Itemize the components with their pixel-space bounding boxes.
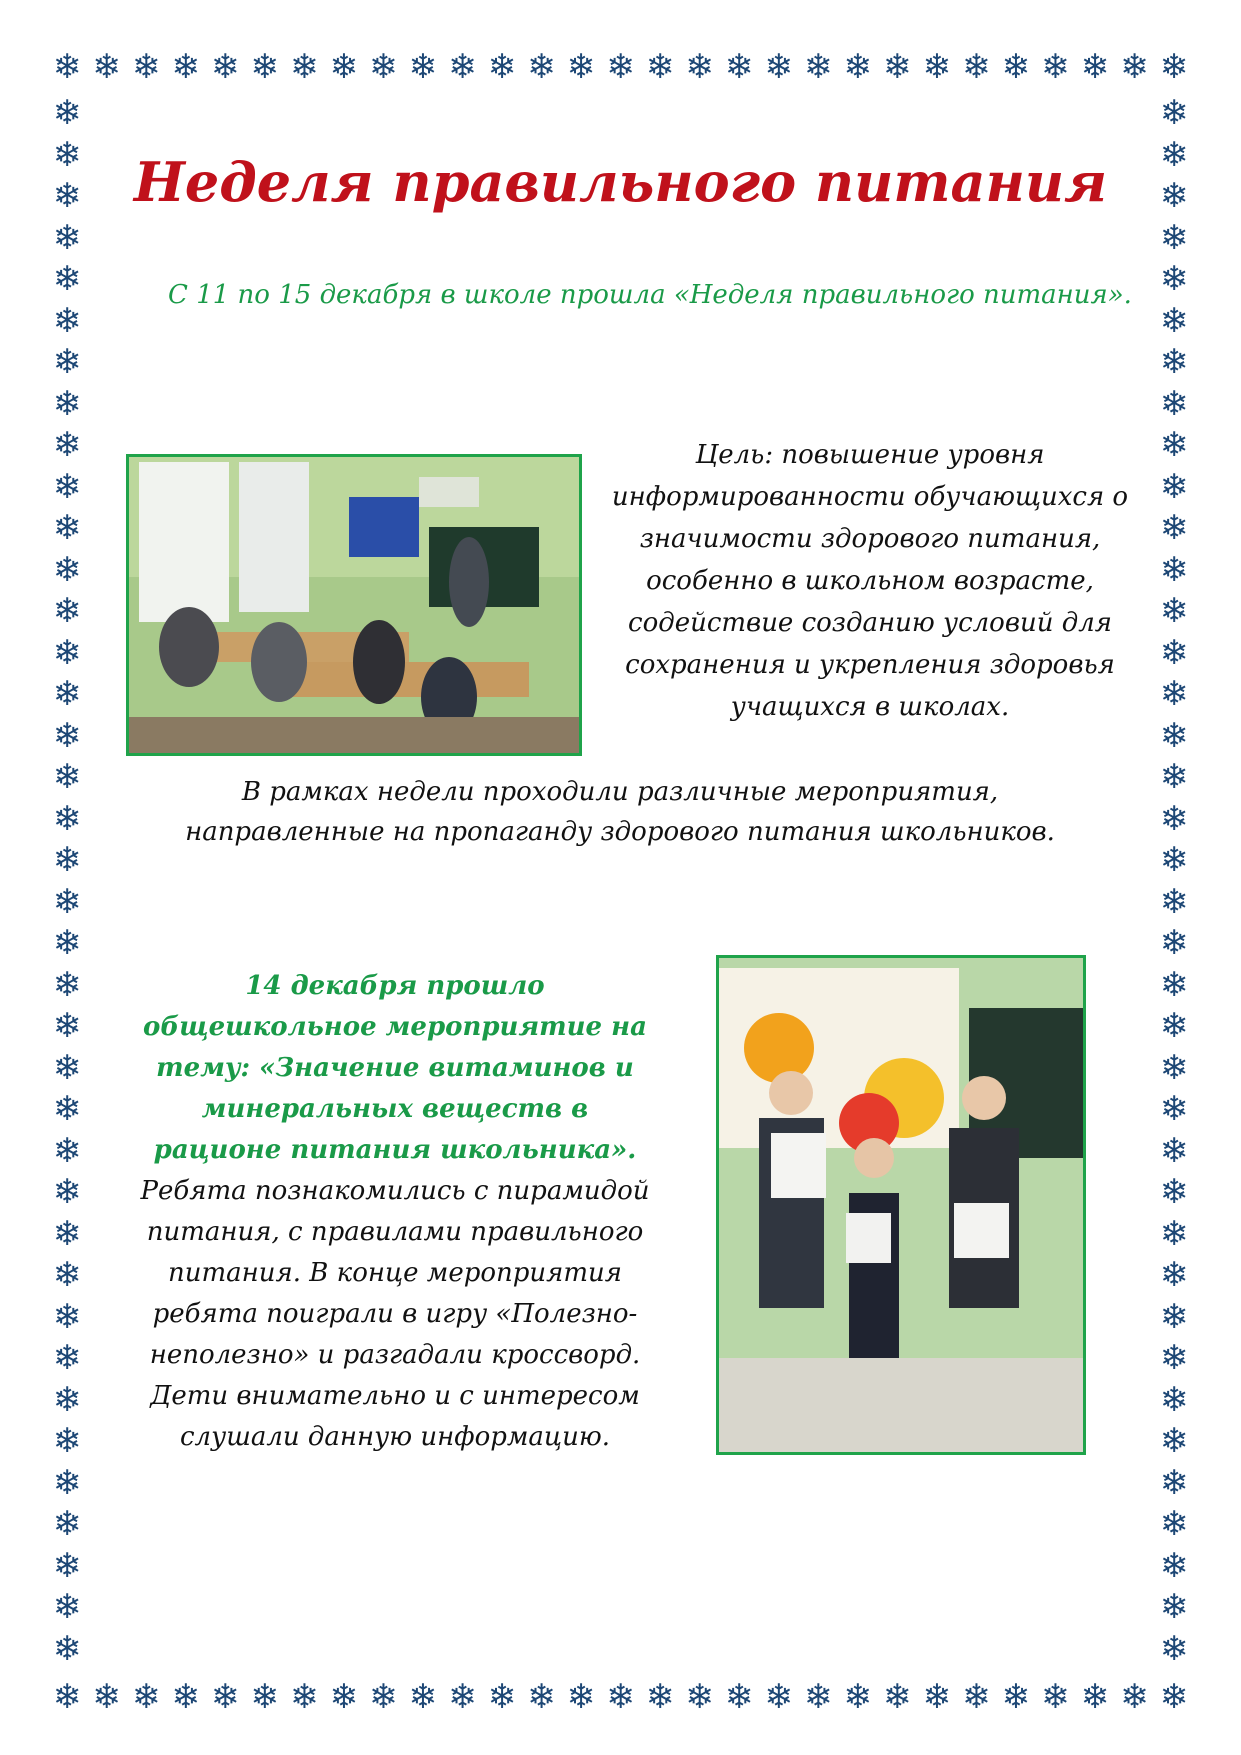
snowflake-icon: ❄ — [1159, 1545, 1189, 1586]
snowflake-icon: ❄ — [210, 1677, 240, 1717]
snowflake-icon: ❄ — [1159, 632, 1189, 673]
snowflake-icon: ❄ — [52, 300, 82, 341]
snowflake-icon: ❄ — [1159, 93, 1189, 133]
snowflake-icon: ❄ — [52, 715, 82, 756]
snowflake-icon: ❄ — [1159, 1587, 1189, 1627]
snowflake-icon: ❄ — [685, 1677, 714, 1717]
snowflake-icon: ❄ — [961, 47, 991, 87]
snowflake-icon: ❄ — [52, 425, 82, 465]
snowflake-icon: ❄ — [1159, 1255, 1189, 1295]
snowflake-icon: ❄ — [52, 1172, 82, 1212]
snowflake-icon: ❄ — [724, 47, 754, 87]
snowflake-icon: ❄ — [1159, 1628, 1189, 1669]
snowflake-icon: ❄ — [487, 47, 517, 87]
snowflake-icon: ❄ — [52, 923, 82, 963]
page-title: Неделя правильного питания — [133, 150, 1108, 214]
snowflake-icon: ❄ — [369, 1677, 398, 1717]
snowflake-icon: ❄ — [1001, 1677, 1030, 1717]
snowflake-icon: ❄ — [1159, 1213, 1189, 1254]
snowflake-icon: ❄ — [52, 1130, 82, 1171]
snowflake-icon: ❄ — [52, 1462, 82, 1503]
snowflake-icon: ❄ — [1159, 1006, 1189, 1046]
classroom-photo — [126, 454, 582, 756]
snowflake-icon: ❄ — [1159, 1421, 1189, 1461]
snowflake-icon: ❄ — [1159, 383, 1189, 424]
events-text: В рамках недели проходили различные мероприятия, направленные на пропаганду здорового питания школьников. — [185, 777, 1055, 847]
snowflake-icon: ❄ — [52, 383, 82, 424]
event-description — [140, 966, 650, 1458]
snowflake-icon: ❄ — [289, 47, 319, 87]
snowflake-icon: ❄ — [764, 1677, 793, 1717]
snowflake-icon: ❄ — [1159, 1338, 1189, 1378]
snowflake-icon: ❄ — [843, 1677, 872, 1717]
snowflake-icon: ❄ — [131, 1677, 161, 1717]
snowflake-icon: ❄ — [1159, 1130, 1189, 1171]
snowflake-icon: ❄ — [52, 1296, 82, 1337]
snowflake-icon: ❄ — [52, 342, 82, 382]
snowflake-icon: ❄ — [882, 47, 912, 87]
snowflake-icon: ❄ — [171, 47, 200, 87]
snowflake-icon: ❄ — [803, 47, 833, 87]
snowflake-icon: ❄ — [131, 47, 161, 87]
snowflake-icon: ❄ — [52, 757, 82, 797]
snowflake-icon: ❄ — [52, 1089, 82, 1129]
snowflake-icon: ❄ — [1001, 47, 1030, 87]
snowflake-icon: ❄ — [408, 1677, 438, 1717]
students-photo — [716, 955, 1086, 1455]
snowflake-icon: ❄ — [92, 47, 121, 87]
snowflake-icon: ❄ — [52, 840, 82, 880]
snowflake-icon: ❄ — [1120, 1677, 1149, 1717]
snowflake-icon: ❄ — [1159, 840, 1189, 880]
snowflake-icon: ❄ — [724, 1677, 754, 1717]
snowflake-icon: ❄ — [1159, 1462, 1189, 1503]
snowflake-icon: ❄ — [1159, 1089, 1189, 1129]
snowflake-icon: ❄ — [1159, 923, 1189, 963]
snowflake-icon: ❄ — [803, 1677, 833, 1717]
snowflake-icon: ❄ — [1041, 1677, 1070, 1717]
snowflake-icon: ❄ — [566, 1677, 596, 1717]
snowflake-icon: ❄ — [1159, 1296, 1189, 1337]
event-body: Ребята познакомились с пирамидой питания, с правилами правильного питания. В конце мероприятия ребята поиграли в игру «Полезно-неполезно» и разгадали кроссворд. Дети внимательно и с интересом слушали данную информацию. — [140, 1176, 650, 1452]
snowflake-icon: ❄ — [1159, 1172, 1189, 1212]
snowflake-icon: ❄ — [764, 47, 793, 87]
snowflake-icon: ❄ — [1159, 964, 1189, 1005]
snowflake-icon: ❄ — [1159, 591, 1189, 631]
snowflake-icon: ❄ — [52, 1545, 82, 1586]
snowflake-icon: ❄ — [250, 47, 279, 87]
goal-text: Цель: повышение уровня информированности обучающихся о значимости здорового питания, особенно в школьном возрасте, содействие созданию условий для сохранения и укрепления здоровья учащихся в школах. — [611, 440, 1129, 722]
snowflake-icon: ❄ — [448, 1677, 477, 1717]
snowflake-icon: ❄ — [1159, 134, 1189, 175]
snowflake-icon: ❄ — [1159, 1047, 1189, 1088]
snowflake-icon: ❄ — [52, 591, 82, 631]
snowflake-icon: ❄ — [52, 1047, 82, 1088]
snowflake-icon: ❄ — [1159, 674, 1189, 714]
snowflake-icon: ❄ — [685, 47, 714, 87]
snowflake-icon: ❄ — [1120, 47, 1149, 87]
snowflake-icon: ❄ — [52, 632, 82, 673]
snowflake-icon: ❄ — [1159, 549, 1189, 590]
snowflake-icon: ❄ — [922, 1677, 951, 1717]
snowflake-icon: ❄ — [606, 1677, 635, 1717]
snowflake-icon: ❄ — [52, 881, 82, 922]
snowflake-icon: ❄ — [408, 47, 438, 87]
snowflake-icon: ❄ — [52, 466, 82, 507]
snowflake-icon: ❄ — [171, 1677, 200, 1717]
snowflake-icon: ❄ — [566, 47, 596, 87]
snowflake-icon: ❄ — [52, 1677, 82, 1717]
snowflake-icon: ❄ — [52, 1255, 82, 1295]
snowflake-icon: ❄ — [369, 47, 398, 87]
snowflake-icon: ❄ — [52, 217, 82, 258]
snowflake-icon: ❄ — [1159, 757, 1189, 797]
snowflake-icon: ❄ — [52, 134, 82, 175]
snowflake-icon: ❄ — [250, 1677, 279, 1717]
snowflake-icon: ❄ — [1080, 47, 1110, 87]
snowflake-icon: ❄ — [1159, 715, 1189, 756]
snowflake-icon: ❄ — [1159, 1379, 1189, 1420]
snowflake-icon: ❄ — [52, 1628, 82, 1669]
snowflake-icon: ❄ — [52, 508, 82, 548]
snowflake-icon: ❄ — [922, 47, 951, 87]
snowflake-icon: ❄ — [52, 1587, 82, 1627]
snowflake-icon: ❄ — [1159, 342, 1189, 382]
border-top — [50, 47, 1191, 87]
snowflake-icon: ❄ — [1159, 881, 1189, 922]
snowflake-icon: ❄ — [52, 1504, 82, 1544]
snowflake-icon: ❄ — [1159, 300, 1189, 341]
snowflake-icon: ❄ — [1080, 1677, 1110, 1717]
snowflake-icon: ❄ — [52, 1379, 82, 1420]
border-right — [1157, 93, 1191, 1669]
snowflake-icon: ❄ — [52, 259, 82, 299]
snowflake-icon: ❄ — [210, 47, 240, 87]
snowflake-icon: ❄ — [882, 1677, 912, 1717]
snowflake-icon: ❄ — [448, 47, 477, 87]
snowflake-icon: ❄ — [1159, 47, 1189, 87]
snowflake-icon: ❄ — [527, 1677, 556, 1717]
snowflake-icon: ❄ — [1159, 466, 1189, 507]
snowflake-icon: ❄ — [527, 47, 556, 87]
snowflake-icon: ❄ — [289, 1677, 319, 1717]
snowflake-icon: ❄ — [1159, 176, 1189, 216]
snowflake-icon: ❄ — [1159, 508, 1189, 548]
snowflake-icon: ❄ — [329, 47, 358, 87]
snowflake-icon: ❄ — [1159, 798, 1189, 839]
snowflake-icon: ❄ — [329, 1677, 358, 1717]
snowflake-icon: ❄ — [52, 1421, 82, 1461]
snowflake-icon: ❄ — [1041, 47, 1070, 87]
snowflake-icon: ❄ — [52, 549, 82, 590]
snowflake-icon: ❄ — [52, 674, 82, 714]
snowflake-icon: ❄ — [52, 1338, 82, 1378]
event-highlight: 14 декабря прошло общешкольное мероприятие на тему: «Значение витаминов и минеральных веществ в рационе питания школьника». — [143, 971, 647, 1165]
border-bottom — [50, 1677, 1191, 1717]
snowflake-icon: ❄ — [606, 47, 635, 87]
snowflake-icon: ❄ — [645, 1677, 675, 1717]
snowflake-icon: ❄ — [487, 1677, 517, 1717]
snowflake-icon: ❄ — [1159, 425, 1189, 465]
snowflake-icon: ❄ — [1159, 259, 1189, 299]
snowflake-icon: ❄ — [52, 47, 82, 87]
snowflake-icon: ❄ — [645, 47, 675, 87]
snowflake-icon: ❄ — [92, 1677, 121, 1717]
snowflake-icon: ❄ — [52, 964, 82, 1005]
snowflake-icon: ❄ — [843, 47, 872, 87]
intro-text: С 11 по 15 декабря в школе прошла «Неделя правильного питания». — [168, 280, 1132, 310]
snowflake-icon: ❄ — [961, 1677, 991, 1717]
snowflake-icon: ❄ — [52, 93, 82, 133]
snowflake-icon: ❄ — [52, 798, 82, 839]
snowflake-icon: ❄ — [1159, 1677, 1189, 1717]
snowflake-icon: ❄ — [1159, 1504, 1189, 1544]
snowflake-icon: ❄ — [1159, 217, 1189, 258]
snowflake-icon: ❄ — [52, 1213, 82, 1254]
snowflake-icon: ❄ — [52, 1006, 82, 1046]
snowflake-icon: ❄ — [52, 176, 82, 216]
border-left — [50, 93, 84, 1669]
